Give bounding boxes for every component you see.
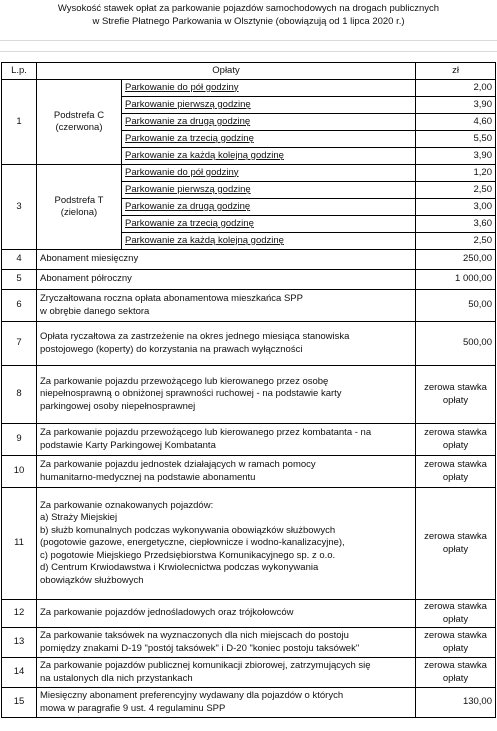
fee-row [2,688,496,718]
fee-amount: 2,00 [416,80,496,97]
amount-line: 130,00 [462,696,492,708]
description-line: (pogotowie gazowe, energetyczne, ciepłownicze i wodno-kanalizacyjne), [40,537,345,549]
fee-description: Parkowanie do pół godziny [122,165,416,182]
fee-row [2,424,496,456]
description-line: postojowego (koperty) do korzystania na prawach wyłączności [40,343,303,355]
description-line: Abonament miesięczny [40,253,139,265]
header-oplaty: Opłaty [37,63,416,80]
amount-line: opłaty [442,471,469,483]
row-lp: 6 [2,290,37,322]
gridline [0,40,497,41]
fee-row [2,600,496,628]
fee-row [2,658,496,688]
fee-row [2,270,496,290]
fee-row [2,628,496,658]
fee-amount [416,290,496,322]
document-title [0,2,497,28]
title-line-1: Wysokość stawek opłat za parkowanie pojazdów samochodowych na drogach publicznych [57,3,440,14]
description-line: niepełnosprawną o obniżonej sprawności ruchowej - na podstawie karty [40,388,342,400]
description-line: pomiędzy znakami D-19 "postój taksówek" i D-20 "koniec postoju taksówek" [40,642,360,654]
amount-line: opłaty [442,642,469,654]
amount-line: opłaty [442,613,469,625]
row-lp: 9 [2,424,37,456]
description-line: Opłata ryczałtowa za zastrzeżenie na okres jednego miesiąca stanowiska [40,331,350,342]
amount-line: opłaty [442,439,469,451]
fee-description [37,658,416,688]
fee-description [37,322,416,366]
header-lp: L.p. [2,63,37,80]
zone-name-line: (zielona) [60,207,98,218]
fee-amount [416,628,496,658]
zone-name-line: Podstrefa T [54,194,104,206]
fee-amount [416,366,496,424]
fee-row [2,250,496,270]
fee-description [37,270,416,290]
fee-amount [416,600,496,628]
header-zl: zł [416,63,496,80]
row-lp: 13 [2,628,37,658]
fee-amount: 1,20 [416,165,496,182]
fee-description [37,424,416,456]
fee-amount: 3,00 [416,199,496,216]
fee-description: Parkowanie za trzecią godzinę [122,216,416,233]
fee-description [37,250,416,270]
zone-name-line: (czerwona) [55,122,103,133]
description-line: b) służb komunalnych podczas wykonywania obowiązków służbowych [40,524,336,536]
title-line-2: w Strefie Płatnego Parkowania w Olsztynie (obowiązują od 1 lipca 2020 r.) [92,16,405,27]
description-line: Za parkowanie pojazdu przewożącego lub kierowanego przez kombatanta - na [40,427,372,438]
amount-line: zerowa stawka [424,531,487,542]
fee-description: Parkowanie za trzecią godzinę [122,131,416,148]
fee-description: Parkowanie do pół godziny [122,80,416,97]
amount-line: 1 000,00 [455,273,492,285]
row-lp: 3 [2,165,37,250]
description-line: obowiązków służbowych [40,574,144,586]
fee-amount: 4,60 [416,114,496,131]
row-lp: 14 [2,658,37,688]
amount-line: zerowa stawka [424,459,487,470]
row-lp: 1 [2,80,37,165]
fee-amount [416,270,496,290]
fee-row [2,456,496,488]
amount-line: opłaty [442,672,469,684]
fee-row [2,366,496,424]
row-lp: 11 [2,488,37,600]
fee-amount [416,250,496,270]
description-line: Zryczałtowana roczna opłata abonamentowa mieszkańca SPP [40,293,303,304]
description-line: w obrębie danego sektora [40,305,150,317]
fee-description [37,688,416,718]
description-line: d) Centrum Krwiodawstwa i Krwiolecnictwa podczas wykonywania [40,562,319,574]
row-lp: 10 [2,456,37,488]
fee-description: Parkowanie pierwszą godzinę [122,97,416,114]
amount-line: zerowa stawka [424,382,487,393]
zone-name-line: Podstrefa C [53,109,105,121]
zone-name [37,80,122,165]
fee-description: Parkowanie za każdą kolejną godzinę [122,148,416,165]
fee-amount: 3,90 [416,97,496,114]
row-lp: 12 [2,600,37,628]
amount-line: zerowa stawka [424,630,487,641]
fee-amount: 2,50 [416,233,496,250]
fee-description [37,456,416,488]
fee-description [37,366,416,424]
fee-row [2,290,496,322]
amount-line: opłaty [442,543,469,555]
fee-amount: 3,60 [416,216,496,233]
row-lp: 7 [2,322,37,366]
row-lp: 8 [2,366,37,424]
row-lp: 4 [2,250,37,270]
fees-table [1,62,496,718]
row-lp: 5 [2,270,37,290]
amount-line: zerowa stawka [424,427,487,438]
amount-line: zerowa stawka [424,601,487,612]
description-line: c) pogotowie Miejskiego Przedsiębiorstwa Komunikacyjnego sp. z o.o. [40,549,336,561]
amount-line: opłaty [442,394,469,406]
fee-description [37,290,416,322]
zone-row [2,80,496,97]
description-line: Miesięczny abonament preferencyjny wydawany dla pojazdów o których [40,690,344,701]
fee-description [37,488,416,600]
description-line: mowa w paragrafie 9 ust. 4 regulaminu SPP [40,702,226,714]
fee-description: Parkowanie za każdą kolejną godzinę [122,233,416,250]
description-line: Za parkowanie pojazdów jednośladowych oraz trójkołowców [40,607,294,619]
amount-line: zerowa stawka [424,660,487,671]
description-line: Za parkowanie pojazdów publicznej komunikacji zbiorowej, zatrzymujących się [40,660,371,671]
fee-amount [416,424,496,456]
amount-line: 250,00 [462,253,492,265]
header-row [2,63,496,80]
description-line: humanitarno-medycznej na podstawie abonamentu [40,471,256,483]
row-lp: 15 [2,688,37,718]
fee-amount [416,688,496,718]
fee-amount: 2,50 [416,182,496,199]
fee-amount [416,322,496,366]
amount-line: 50,00 [468,299,492,311]
amount-line: 500,00 [462,337,492,349]
description-line: Abonament półroczny [40,273,132,285]
fee-description: Parkowanie pierwszą godzinę [122,182,416,199]
description-line: Za parkowanie pojazdu jednostek działających w ramach pomocy [40,459,316,470]
zone-name [37,165,122,250]
zone-row [2,165,496,182]
description-line: parkingowej osoby niepełnosprawnej [40,400,196,412]
fee-amount [416,456,496,488]
fee-description [37,628,416,658]
description-line: podstawie Karty Parkingowej Kombatanta [40,439,216,451]
fee-amount: 3,90 [416,148,496,165]
gridline [0,51,497,52]
description-line: a) Straży Miejskiej [40,512,118,524]
fee-description: Parkowanie za drugą godzinę [122,199,416,216]
fee-amount: 5,50 [416,131,496,148]
fee-amount [416,658,496,688]
fee-row [2,322,496,366]
fee-description: Parkowanie za drugą godzinę [122,114,416,131]
fee-description [37,600,416,628]
description-line: Za parkowanie oznakowanych pojazdów: [40,499,214,511]
description-line: Za parkowanie pojazdu przewożącego lub kierowanego przez osobę [40,375,329,387]
fee-row [2,488,496,600]
description-line: Za parkowanie taksówek na wyznaczonych dla nich miejscach do postoju [40,630,349,641]
fee-amount [416,488,496,600]
description-line: na ustalonych dla nich przystankach [40,672,193,684]
